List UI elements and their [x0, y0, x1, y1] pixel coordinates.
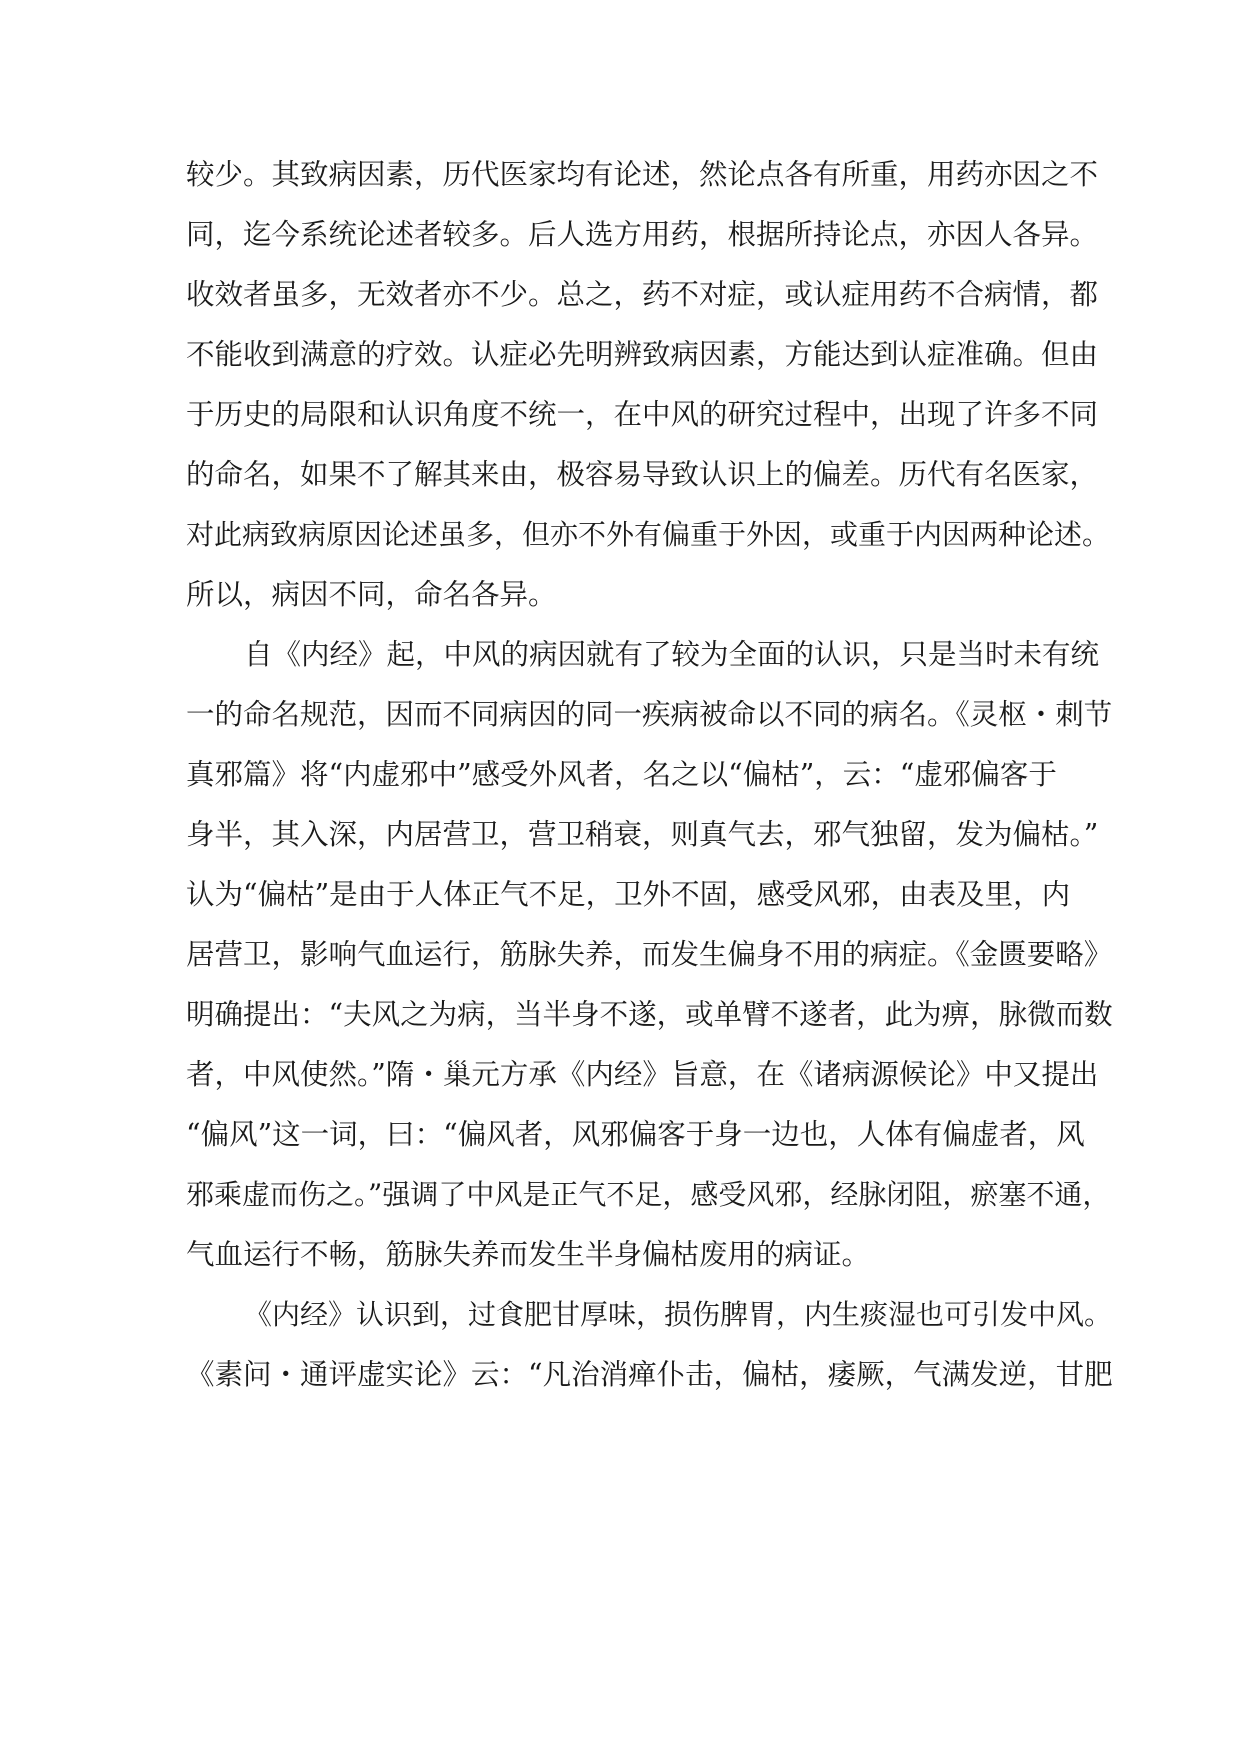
text-line: 居营卫，影响气血运行，筋脉失养，而发生偏身不用的病症。《金匮要略》: [186, 938, 1113, 971]
text-line: 真邪篇》将“内虚邪中”感受外风者，名之以“偏枯”，云：“虚邪偏客于: [186, 758, 1057, 791]
text-line: 一的命名规范，因而不同病因的同一疾病被命以不同的病名。《灵枢・刺节: [186, 698, 1113, 731]
paragraph-2: [186, 638, 1126, 1272]
text-line: 者，中风使然。”隋・巢元方承《内经》旨意，在《诸病源候论》中又提出: [186, 1058, 1099, 1091]
text-line: 对此病致病原因论述虽多，但亦不外有偏重于外因，或重于内因两种论述。: [186, 518, 1111, 551]
text-line: 自《内经》起，中风的病因就有了较为全面的认识，只是当时未有统: [244, 638, 1100, 671]
text-line: 《内经》认识到，过食肥甘厚味，损伤脾胃，内生痰湿也可引发中风。: [244, 1298, 1113, 1331]
text-line: 认为“偏枯”是由于人体正气不足，卫外不固，感受风邪，由表及里，内: [186, 878, 1071, 911]
document-body: [186, 158, 1126, 1418]
text-line: 邪乘虚而伤之。”强调了中风是正气不足，感受风邪，经脉闭阻，瘀塞不通，: [186, 1178, 1111, 1211]
text-line: 收效者虽多，无效者亦不少。总之，药不对症，或认症用药不合病情，都: [186, 278, 1099, 311]
text-line: 的命名，如果不了解其来由，极容易导致认识上的偏差。历代有名医家，: [186, 458, 1099, 491]
text-line: 较少。其致病因素，历代医家均有论述，然论点各有所重，用药亦因之不: [186, 158, 1099, 191]
text-line: 身半，其入深，内居营卫，营卫稍衰，则真气去，邪气独留，发为偏枯。”: [186, 818, 1099, 851]
text-line: 所以，病因不同，命名各异。: [186, 578, 557, 611]
paragraph-3: [186, 1298, 1126, 1392]
text-line: 于历史的局限和认识角度不统一，在中风的研究过程中，出现了许多不同: [186, 398, 1099, 431]
text-line: “偏风”这一词，曰：“偏风者，风邪偏客于身一边也，人体有偏虚者，风: [186, 1118, 1085, 1151]
text-line: 《素问・通评虚实论》云：“凡治消瘅仆击，偏枯，痿厥，气满发逆，甘肥: [186, 1358, 1113, 1391]
text-line: 不能收到满意的疗效。认症必先明辨致病因素，方能达到认症准确。但由: [186, 338, 1099, 371]
text-line: 明确提出：“夫风之为病，当半身不遂，或单臂不遂者，此为痹，脉微而数: [186, 998, 1113, 1031]
text-line: 气血运行不畅，筋脉失养而发生半身偏枯废用的病证。: [186, 1238, 871, 1271]
paragraph-1: [186, 158, 1126, 612]
text-line: 同，迄今系统论述者较多。后人选方用药，根据所持论点，亦因人各异。: [186, 218, 1099, 251]
